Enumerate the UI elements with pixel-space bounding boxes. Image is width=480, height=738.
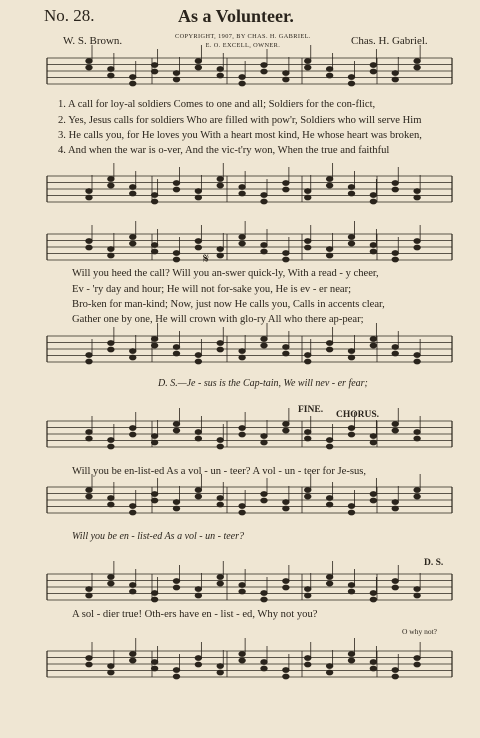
note-head bbox=[348, 185, 354, 190]
note-head bbox=[261, 434, 267, 439]
note-head bbox=[108, 341, 114, 346]
note-head bbox=[130, 504, 136, 509]
ds-mark: D. S. bbox=[424, 558, 444, 568]
note-head bbox=[239, 349, 245, 354]
note-head bbox=[130, 426, 136, 431]
note-head bbox=[326, 502, 332, 507]
note-head bbox=[392, 422, 398, 427]
note-head bbox=[151, 498, 157, 503]
note-head bbox=[305, 593, 311, 598]
note-head bbox=[130, 241, 136, 246]
fine-mark: FINE. bbox=[298, 405, 324, 415]
note-head bbox=[414, 65, 420, 70]
note-head bbox=[130, 349, 136, 354]
note-head bbox=[173, 428, 179, 433]
note-head bbox=[348, 652, 354, 657]
note-head bbox=[173, 71, 179, 76]
note-head bbox=[283, 77, 289, 82]
note-head bbox=[348, 432, 354, 437]
note-head bbox=[108, 670, 114, 675]
composer-credit: Chas. H. Gabriel. bbox=[351, 35, 428, 47]
note-head bbox=[326, 247, 332, 252]
note-head bbox=[283, 674, 289, 679]
note-head bbox=[151, 193, 157, 198]
note-head bbox=[414, 436, 420, 441]
note-head bbox=[326, 73, 332, 78]
note-head bbox=[326, 177, 332, 182]
note-head bbox=[108, 575, 114, 580]
note-head bbox=[239, 235, 245, 240]
note-head bbox=[392, 585, 398, 590]
note-head bbox=[108, 502, 114, 507]
system2-lyric-3: Bro-ken for man-kind; Now, just now He calls you, Calls in accents clear, bbox=[72, 299, 385, 310]
note-head bbox=[239, 426, 245, 431]
note-head bbox=[392, 428, 398, 433]
note-head bbox=[283, 251, 289, 256]
note-head bbox=[173, 77, 179, 82]
note-head bbox=[283, 351, 289, 356]
note-head bbox=[305, 245, 311, 250]
note-head bbox=[108, 177, 114, 182]
note-head bbox=[370, 249, 376, 254]
note-head bbox=[151, 337, 157, 342]
note-head bbox=[130, 191, 136, 196]
note-head bbox=[370, 193, 376, 198]
note-head bbox=[414, 587, 420, 592]
note-head bbox=[305, 430, 311, 435]
note-head bbox=[392, 579, 398, 584]
note-head bbox=[283, 181, 289, 186]
system3-lyric: Will you be en-list-ed As a vol - un - teer? A vol - un - teer for Je-sus, bbox=[72, 466, 367, 477]
note-head bbox=[305, 353, 311, 358]
note-head bbox=[173, 500, 179, 505]
note-head bbox=[195, 65, 201, 70]
note-head bbox=[414, 189, 420, 194]
note-head bbox=[195, 656, 201, 661]
system2-lyric-2: Ev - 'ry day and hour; He will not for-sake you, He is ev - er near; bbox=[72, 284, 352, 295]
note-head bbox=[261, 591, 267, 596]
note-head bbox=[305, 359, 311, 364]
note-head bbox=[217, 177, 223, 182]
note-head bbox=[86, 436, 92, 441]
note-head bbox=[151, 440, 157, 445]
note-head bbox=[348, 241, 354, 246]
note-head bbox=[261, 243, 267, 248]
note-head bbox=[414, 662, 420, 667]
note-head bbox=[414, 359, 420, 364]
note-head bbox=[130, 589, 136, 594]
note-head bbox=[195, 239, 201, 244]
note-head bbox=[326, 183, 332, 188]
note-head bbox=[195, 436, 201, 441]
note-head bbox=[86, 662, 92, 667]
note-head bbox=[392, 77, 398, 82]
note-head bbox=[217, 496, 223, 501]
note-head bbox=[392, 257, 398, 262]
note-head bbox=[239, 185, 245, 190]
note-head bbox=[195, 662, 201, 667]
note-head bbox=[305, 587, 311, 592]
note-head bbox=[370, 492, 376, 497]
note-head bbox=[195, 189, 201, 194]
system2-lyric-1: Will you heed the call? Will you an-swer quick-ly, With a read - y cheer, bbox=[72, 268, 379, 279]
note-head bbox=[414, 239, 420, 244]
note-head bbox=[217, 341, 223, 346]
note-head bbox=[414, 656, 420, 661]
note-head bbox=[326, 670, 332, 675]
note-head bbox=[130, 432, 136, 437]
note-head bbox=[392, 506, 398, 511]
note-head bbox=[86, 359, 92, 364]
note-head bbox=[305, 189, 311, 194]
note-head bbox=[261, 440, 267, 445]
note-head bbox=[217, 183, 223, 188]
note-head bbox=[392, 181, 398, 186]
note-head bbox=[195, 353, 201, 358]
note-head bbox=[283, 422, 289, 427]
note-head bbox=[283, 579, 289, 584]
note-head bbox=[108, 581, 114, 586]
note-head bbox=[370, 343, 376, 348]
note-head bbox=[86, 353, 92, 358]
note-head bbox=[348, 81, 354, 86]
note-head bbox=[283, 428, 289, 433]
note-head bbox=[108, 496, 114, 501]
note-head bbox=[305, 656, 311, 661]
note-head bbox=[305, 662, 311, 667]
note-head bbox=[86, 656, 92, 661]
note-head bbox=[217, 347, 223, 352]
note-head bbox=[86, 245, 92, 250]
note-head bbox=[392, 500, 398, 505]
note-head bbox=[151, 199, 157, 204]
note-head bbox=[305, 239, 311, 244]
note-head bbox=[86, 587, 92, 592]
note-head bbox=[348, 583, 354, 588]
note-head bbox=[370, 440, 376, 445]
note-head bbox=[326, 581, 332, 586]
note-head bbox=[261, 498, 267, 503]
note-head bbox=[326, 575, 332, 580]
note-head bbox=[108, 444, 114, 449]
note-head bbox=[392, 71, 398, 76]
note-head bbox=[305, 195, 311, 200]
verse-2-line: 2. Yes, Jesus calls for soldiers Who are filled with pow'r, Soldiers who will serve Him bbox=[58, 115, 422, 126]
note-head bbox=[348, 75, 354, 80]
note-head bbox=[348, 191, 354, 196]
note-head bbox=[305, 65, 311, 70]
note-head bbox=[261, 666, 267, 671]
note-head bbox=[86, 65, 92, 70]
note-head bbox=[217, 575, 223, 580]
note-head bbox=[151, 591, 157, 596]
note-head bbox=[283, 257, 289, 262]
note-head bbox=[348, 658, 354, 663]
note-head bbox=[151, 249, 157, 254]
note-head bbox=[414, 494, 420, 499]
note-head bbox=[326, 347, 332, 352]
note-head bbox=[151, 666, 157, 671]
note-head bbox=[261, 249, 267, 254]
note-head bbox=[130, 355, 136, 360]
note-head bbox=[283, 345, 289, 350]
note-head bbox=[326, 67, 332, 72]
note-head bbox=[86, 488, 92, 493]
segno-sign: 𝄋 bbox=[203, 252, 210, 267]
note-head bbox=[108, 664, 114, 669]
note-head bbox=[348, 510, 354, 515]
note-head bbox=[414, 195, 420, 200]
note-head bbox=[261, 597, 267, 602]
note-head bbox=[173, 351, 179, 356]
note-head bbox=[173, 257, 179, 262]
note-head bbox=[86, 195, 92, 200]
note-head bbox=[305, 488, 311, 493]
note-head bbox=[217, 438, 223, 443]
note-head bbox=[86, 239, 92, 244]
note-head bbox=[173, 579, 179, 584]
note-head bbox=[217, 444, 223, 449]
note-head bbox=[217, 73, 223, 78]
note-head bbox=[130, 652, 136, 657]
note-head bbox=[173, 674, 179, 679]
system4-lyric: A sol - dier true! Oth-ers have en - list - ed, Why not you? bbox=[72, 609, 318, 620]
note-head bbox=[392, 351, 398, 356]
note-head bbox=[414, 245, 420, 250]
note-head bbox=[86, 593, 92, 598]
note-head bbox=[239, 510, 245, 515]
note-head bbox=[392, 251, 398, 256]
note-head bbox=[326, 438, 332, 443]
note-head bbox=[414, 593, 420, 598]
note-head bbox=[370, 591, 376, 596]
copyright-line-2: E. O. EXCELL, OWNER. bbox=[205, 42, 281, 49]
note-head bbox=[195, 488, 201, 493]
note-head bbox=[173, 422, 179, 427]
note-head bbox=[348, 355, 354, 360]
note-head bbox=[151, 343, 157, 348]
note-head bbox=[370, 337, 376, 342]
hymn-title: As a Volunteer. bbox=[178, 6, 294, 26]
note-head bbox=[261, 660, 267, 665]
note-head bbox=[348, 426, 354, 431]
note-head bbox=[370, 498, 376, 503]
note-head bbox=[370, 63, 376, 68]
note-head bbox=[195, 587, 201, 592]
verse-3-line: 3. He calls you, for He loves you With a heart most kind, He whose heart was broken, bbox=[58, 130, 422, 141]
note-head bbox=[392, 187, 398, 192]
note-head bbox=[173, 506, 179, 511]
note-head bbox=[173, 345, 179, 350]
note-head bbox=[130, 75, 136, 80]
note-head bbox=[173, 187, 179, 192]
note-head bbox=[173, 585, 179, 590]
note-head bbox=[86, 430, 92, 435]
note-head bbox=[261, 337, 267, 342]
system2-lyric-4: Gather one by one, He will crown with glo-ry All who there ap-pear; bbox=[72, 314, 364, 325]
note-head bbox=[414, 488, 420, 493]
note-head bbox=[195, 245, 201, 250]
note-head bbox=[261, 193, 267, 198]
note-head bbox=[326, 253, 332, 258]
note-head bbox=[414, 353, 420, 358]
note-head bbox=[195, 593, 201, 598]
note-head bbox=[239, 432, 245, 437]
note-head bbox=[86, 189, 92, 194]
note-head bbox=[261, 199, 267, 204]
note-head bbox=[392, 345, 398, 350]
note-head bbox=[130, 658, 136, 663]
note-head bbox=[305, 494, 311, 499]
note-head bbox=[261, 63, 267, 68]
note-head bbox=[130, 583, 136, 588]
note-head bbox=[108, 73, 114, 78]
note-head bbox=[239, 191, 245, 196]
note-head bbox=[173, 251, 179, 256]
note-head bbox=[108, 183, 114, 188]
note-head bbox=[305, 59, 311, 64]
note-head bbox=[195, 430, 201, 435]
note-head bbox=[370, 666, 376, 671]
note-head bbox=[151, 69, 157, 74]
note-head bbox=[151, 434, 157, 439]
chorus-mark: CHORUS. bbox=[336, 410, 380, 420]
note-head bbox=[151, 660, 157, 665]
note-head bbox=[370, 660, 376, 665]
note-head bbox=[283, 500, 289, 505]
note-head bbox=[130, 185, 136, 190]
note-head bbox=[326, 496, 332, 501]
note-head bbox=[283, 506, 289, 511]
note-head bbox=[217, 502, 223, 507]
note-head bbox=[217, 581, 223, 586]
verse-4-line: 4. And when the war is o-ver, And the vic-t'ry won, When the true and faithful bbox=[58, 145, 390, 156]
note-head bbox=[108, 253, 114, 258]
note-head bbox=[108, 67, 114, 72]
note-head bbox=[108, 347, 114, 352]
note-head bbox=[86, 59, 92, 64]
note-head bbox=[217, 67, 223, 72]
note-head bbox=[261, 343, 267, 348]
hymn-number: No. 28. bbox=[44, 6, 95, 25]
note-head bbox=[130, 235, 136, 240]
note-head bbox=[195, 195, 201, 200]
note-head bbox=[326, 341, 332, 346]
note-head bbox=[130, 510, 136, 515]
note-head bbox=[195, 59, 201, 64]
note-head bbox=[326, 664, 332, 669]
note-head bbox=[217, 664, 223, 669]
note-head bbox=[173, 181, 179, 186]
note-head bbox=[239, 652, 245, 657]
note-head bbox=[283, 585, 289, 590]
verse-1-line: 1. A call for loy-al soldiers Comes to one and all; Soldiers for the con-flict, bbox=[58, 99, 376, 110]
note-head bbox=[239, 658, 245, 663]
note-head bbox=[239, 504, 245, 509]
echo-why-not: O why not? bbox=[402, 627, 437, 636]
note-head bbox=[151, 597, 157, 602]
note-head bbox=[261, 69, 267, 74]
note-head bbox=[217, 253, 223, 258]
note-head bbox=[283, 668, 289, 673]
note-head bbox=[151, 492, 157, 497]
note-head bbox=[370, 434, 376, 439]
note-head bbox=[239, 241, 245, 246]
system3-echo-lyric: Will you be en - list-ed As a vol - un - teer? bbox=[72, 531, 244, 542]
note-head bbox=[348, 235, 354, 240]
note-head bbox=[239, 81, 245, 86]
note-head bbox=[348, 504, 354, 509]
note-head bbox=[348, 349, 354, 354]
note-head bbox=[283, 71, 289, 76]
note-head bbox=[239, 589, 245, 594]
note-head bbox=[414, 430, 420, 435]
note-head bbox=[217, 670, 223, 675]
note-head bbox=[108, 438, 114, 443]
author-credit: W. S. Brown. bbox=[63, 35, 123, 47]
note-head bbox=[130, 81, 136, 86]
note-head bbox=[151, 243, 157, 248]
note-head bbox=[414, 59, 420, 64]
note-head bbox=[392, 668, 398, 673]
note-head bbox=[370, 199, 376, 204]
ds-lyric-line: D. S.—Je - sus is the Cap-tain, We will nev - er fear; bbox=[158, 378, 368, 389]
note-head bbox=[217, 247, 223, 252]
note-head bbox=[239, 75, 245, 80]
copyright-line-1: COPYRIGHT, 1907, BY CHAS. H. GABRIEL. bbox=[175, 33, 311, 40]
note-head bbox=[173, 668, 179, 673]
note-head bbox=[239, 583, 245, 588]
note-head bbox=[370, 597, 376, 602]
note-head bbox=[261, 492, 267, 497]
note-head bbox=[305, 436, 311, 441]
note-head bbox=[108, 247, 114, 252]
note-head bbox=[370, 243, 376, 248]
note-head bbox=[283, 187, 289, 192]
note-head bbox=[392, 674, 398, 679]
note-head bbox=[370, 69, 376, 74]
note-head bbox=[239, 355, 245, 360]
note-head bbox=[195, 359, 201, 364]
note-head bbox=[151, 63, 157, 68]
note-head bbox=[326, 444, 332, 449]
note-head bbox=[348, 589, 354, 594]
note-head bbox=[195, 494, 201, 499]
note-head bbox=[86, 494, 92, 499]
